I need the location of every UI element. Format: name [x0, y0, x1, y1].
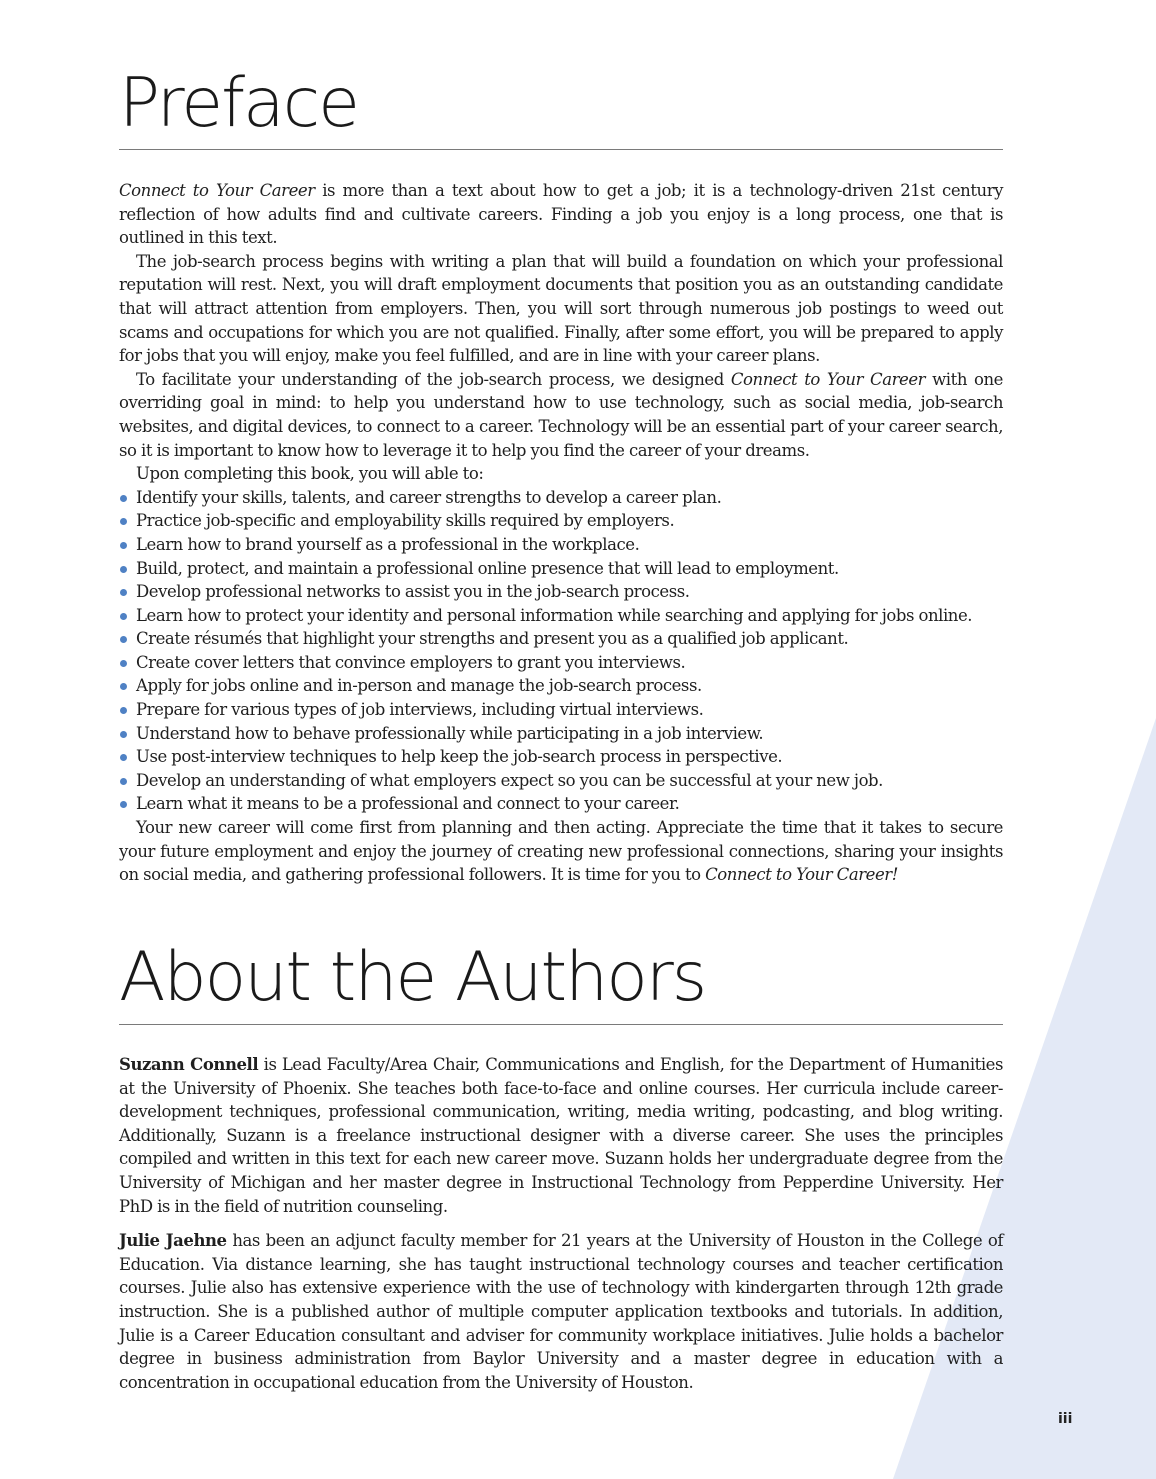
author-name: Julie Jaehne: [119, 1231, 227, 1251]
preface-closing: [119, 816, 1003, 887]
author-name: Suzann Connell: [119, 1055, 259, 1074]
list-item: Develop an understanding of what employers expect so you can be successful at your new job.: [119, 769, 1003, 793]
list-item: Learn how to protect your identity and personal information while searching and applying for jobs online.: [119, 604, 1003, 628]
author-bio-text: has been an adjunct faculty member for 21 years at the University of Houston in the College of Education. Via distance learning, she has taught instructional technology courses and teacher certification courses. Julie also has extensive experience with the use of technology with kindergarten through 12th grade instruction. She is a published author of multiple computer application textbooks and tutorials. In addition, Julie is a Career Education consultant and adviser for community workplace initiatives. Julie holds a bachelor degree in business administration from Baylor University and a master degree in education with a concentration in occupational education from the University of Houston.: [119, 1231, 1003, 1392]
closing-text: Your new career will come first from planning and then acting. Appreciate the time that it takes to secure your future employment and enjoy the journey of creating new professional connections, sharing your insights on social media, and gathering professional followers. It is time for you to: [119, 818, 1003, 885]
list-item: Use post-interview techniques to help keep the job-search process in perspective.: [119, 745, 1003, 769]
list-item: Learn how to brand yourself as a professional in the workplace.: [119, 533, 1003, 557]
list-intro: Upon completing this book, you will able to:: [136, 464, 484, 484]
preface-paragraph-3: [119, 368, 1003, 462]
intro-text: is more than a text about how to get a job; it is a technology-driven 21st century reflection of how adults find and cultivate careers. Finding a job you enjoy is a long process, one that is outlined in this text.: [119, 181, 1004, 248]
preface-body: [119, 179, 1003, 887]
list-item: Create résumés that highlight your strengths and present you as a qualified job applicant.: [119, 627, 1003, 651]
book-title: Connect to Your Career: [119, 181, 315, 200]
preface-paragraph-2: The job-search process begins with writing a plan that will build a foundation on which your professional reputation will rest. Next, you will draft employment documents that position you as an outstanding candidate that will attract attention from employers. Then, you will sort through numerous job postings to weed out scams and occupations for which you are not qualified. Finally, after some effort, you will be prepared to apply for jobs that you will enjoy, make you feel fulfilled, and are in line with your career plans.: [119, 251, 1003, 366]
preface-heading: Preface: [119, 64, 358, 143]
list-item: Learn what it means to be a professional and connect to your career.: [119, 792, 1003, 816]
list-item: Apply for jobs online and in-person and manage the job-search process.: [119, 674, 1003, 698]
author-bio: [119, 1229, 1003, 1394]
authors-divider: [119, 1024, 1003, 1025]
para3-before: To facilitate your understanding of the job-search process, we designed: [136, 369, 731, 389]
book-title: Connect to Your Career!: [705, 865, 898, 885]
list-item: Develop professional networks to assist you in the job-search process.: [119, 580, 1003, 604]
para3-after: with one overriding goal in mind: to help you understand how to use technology, such as social media, job-search websites, and digital devices, to connect to a career. Technology will be an essential part of your career search, so it is important to know how to leverage it to help you find the career of your dreams.: [119, 369, 1003, 460]
book-title: Connect to Your Career: [730, 369, 926, 389]
list-item: Build, protect, and maintain a professional online presence that will lead to employment.: [119, 557, 1003, 581]
preface-intro: [119, 179, 1003, 250]
page-number: iii: [1058, 1411, 1073, 1427]
author-bio-text: is Lead Faculty/Area Chair, Communications and English, for the Department of Humanities at the University of Phoenix. She teaches both face-to-face and online courses. Her curricula include career-development techniques, professional communication, writing, media writing, podcasting, and blog writing. Additionally, Suzann is a freelance instructional designer with a diverse career. She uses the principles compiled and written in this text for each new career move. Suzann holds her undergraduate degree from the University of Michigan and her master degree in Instructional Technology from Pepperdine University. Her PhD is in the field of nutrition counseling.: [119, 1055, 1003, 1216]
authors-heading: About the Authors: [119, 938, 706, 1017]
author-bio: [119, 1053, 1003, 1218]
preface-divider: [119, 149, 1003, 150]
list-item: Create cover letters that convince employers to grant you interviews.: [119, 651, 1003, 675]
objectives-list: [119, 486, 1003, 816]
list-item: Understand how to behave professionally while participating in a job interview.: [119, 722, 1003, 746]
list-item: Identify your skills, talents, and career strengths to develop a career plan.: [119, 486, 1003, 510]
list-item: Practice job-specific and employability skills required by employers.: [119, 509, 1003, 533]
authors-body: [119, 1053, 1003, 1405]
list-item: Prepare for various types of job interviews, including virtual interviews.: [119, 698, 1003, 722]
